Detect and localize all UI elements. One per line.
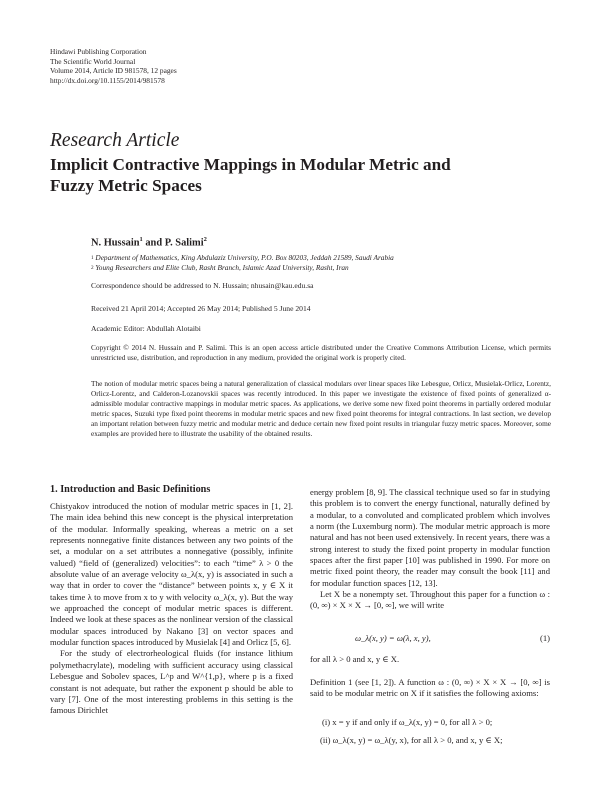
affiliations: [91, 253, 551, 273]
right-paragraph-2: Let X be a nonempty set. Throughout this paper for a function ω : (0, ∞) × X × X → [0, ∞], we will write: [310, 589, 550, 611]
publisher: Hindawi Publishing Corporation: [50, 47, 147, 56]
author-sep: and: [142, 237, 165, 249]
right-paragraph-1: energy problem [8, 9]. The classical technique used so far in studying this problem is to convert the energy functional, naturally defined by a modular, to a convoluted and complicated problem which involves a norm (the Luxemburg norm). The modular metric approach is more natural and has not been used extensively. In recent years, there was a strong interest to study the fixed point property in modular function spaces after the first paper [10] was published in 1990. For more on metric fixed point theory, the reader may consult the book [11] and for modular function spaces [12, 13].: [310, 487, 550, 588]
author-1: N. Hussain: [91, 237, 140, 249]
dates: Received 21 April 2014; Accepted 26 May 2014; Published 5 June 2014: [91, 304, 311, 313]
right-column: [310, 487, 550, 612]
after-equation: for all λ > 0 and x, y ∈ X.: [310, 654, 400, 664]
left-column: [50, 501, 293, 717]
affiliation-1: $^1$ Department of Mathematics, King Abdulaziz University, P.O. Box 80203, Jeddah 21589, Saudi Arabia: [91, 253, 394, 262]
affiliation-2: $^2$ Young Researchers and Elite Club, Rasht Branch, Islamic Azad University, Rasht, Iran: [91, 263, 349, 272]
definition-1: Definition 1 (see [1, 2]). A function ω : (0, ∞) × X × X → [0, ∞] is said to be modular metric on X if it satisfies the following axioms:: [310, 677, 550, 699]
axiom-1: (i) x = y if and only if ω_λ(x, y) = 0, for all λ > 0;: [322, 717, 493, 727]
title-line-1: Implicit Contractive Mappings in Modular Metric and: [50, 155, 451, 174]
author-2: P. Salimi: [164, 237, 204, 249]
volume-info: Volume 2014, Article ID 981578, 12 pages: [50, 66, 177, 76]
author-1-sup: 1: [139, 236, 143, 243]
journal-header: [50, 47, 177, 85]
journal-name: The Scientific World Journal: [50, 56, 136, 66]
equation-number: (1): [539, 633, 550, 643]
author-list: [91, 236, 207, 248]
correspondence: Correspondence should be addressed to N. Hussain; nhusain@kau.edu.sa: [91, 281, 314, 290]
doi-link[interactable]: http://dx.doi.org/10.1155/2014/981578: [50, 75, 165, 85]
title-line-2: Fuzzy Metric Spaces: [50, 175, 202, 195]
academic-editor: Academic Editor: Abdullah Alotaibi: [91, 324, 201, 333]
equation-body: ω_λ(x, y) = ω(λ, x, y),: [355, 633, 431, 643]
intro-paragraph-2: For the study of electrorheological fluids (for instance lithium polymethacrylate), modeling with sufficient accuracy using classical Lebesgue and Sobolev spaces, L^p and W^{1,p}, where p is a fixed constant is not adequate, but rather the exponent p should be able to vary [7]. One of the most interesting problems in this setting is the famous Dirichlet: [50, 648, 293, 716]
author-2-sup: 2: [203, 236, 207, 243]
section-heading: 1. Introduction and Basic Definitions: [50, 484, 211, 495]
article-title: [50, 155, 520, 196]
article-kind: Research Article: [50, 130, 180, 151]
axiom-2: (ii) ω_λ(x, y) = ω_λ(y, x), for all λ > 0, and x, y ∈ X;: [320, 735, 503, 745]
abstract: The notion of modular metric spaces being a natural generalization of classical modulars over linear spaces like Lebesgue, Orlicz, Musielak-Orlicz, Lorentz, Orlicz-Lorentz, and Calderon-Lozanovskii spaces was recently introduced. In this paper we investigate the existence of fixed points of generalized α-admissible modular contractive mappings in modular metric spaces. As applications, we derive some new fixed point theorems in partially ordered modular metric spaces, Suzuki type fixed point theorems in modular metric spaces and new fixed point theorems for integral contractions. In last section, we develop an important relation between fuzzy metric and modular metric and deduce certain new fixed point results in triangular fuzzy metric spaces. Moreover, some examples are provided here to illustrate the usability of the obtained results.: [91, 379, 551, 439]
intro-paragraph-1: Chistyakov introduced the notion of modular metric spaces in [1, 2]. The main idea behind this new concept is the physical interpretation of the modular. Informally speaking, whereas a metric on a set represents nonnegative finite distances between any two points of the set, a modular on a set attributes a nonnegative (possibly, infinite valued) “field of (generalized) velocities”: to each “time” λ > 0 the absolute value of an average velocity ω_λ(x, y) is associated in such a way that in order to cover the “distance” between points x, y ∈ X it takes time λ to move from x to y with velocity ω_λ(x, y). But the way we approached the concept of modular metric spaces is different. Indeed we look at these spaces as the nonlinear version of the classical modular spaces introduced by Nakano [3] on vector spaces and modular function spaces introduced by Musielak [4] and Orlicz [5, 6].: [50, 501, 293, 648]
copyright-notice: Copyright © 2014 N. Hussain and P. Salimi. This is an open access article distributed under the Creative Commons Attribution License, which permits unrestricted use, distribution, and reproduction in any medium, provided the original work is properly cited.: [91, 343, 551, 363]
